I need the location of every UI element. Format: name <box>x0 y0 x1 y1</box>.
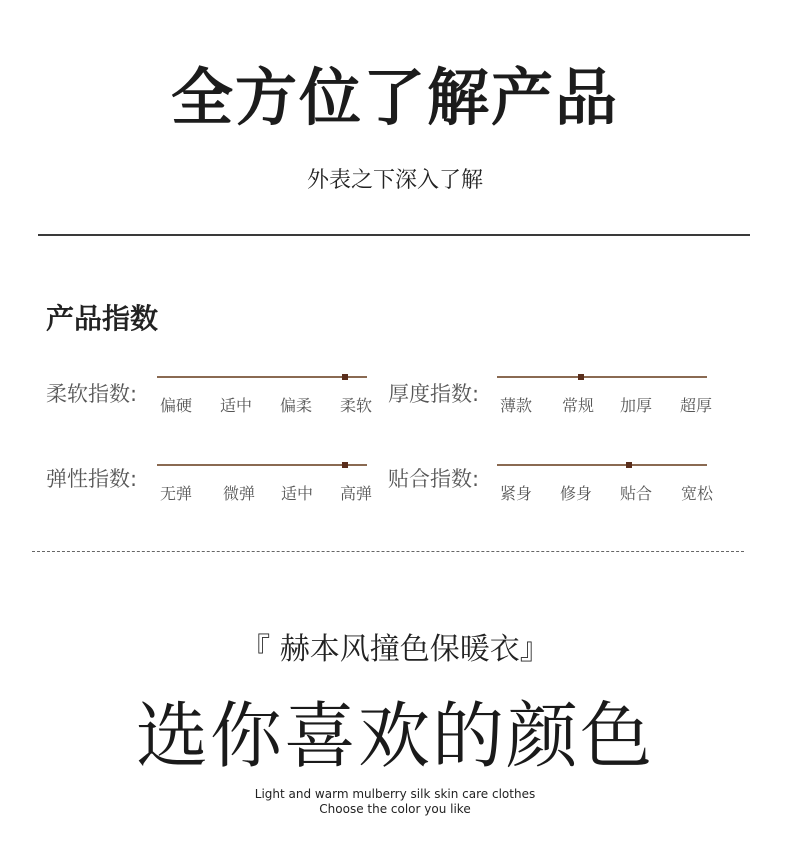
color-section-title: 选你喜欢的颜色 <box>135 694 654 778</box>
page-subtitle: 外表之下深入了解 <box>306 168 483 193</box>
english-subtagline: Choose the color you like <box>319 802 471 816</box>
fit-option: 宽松 <box>681 484 714 503</box>
fit-option: 修身 <box>560 484 593 503</box>
elasticity-index-track <box>157 464 367 466</box>
thickness-option: 常规 <box>562 396 595 415</box>
softness-index-label: 柔软指数: <box>46 382 138 406</box>
elasticity-index-label: 弹性指数: <box>46 467 138 491</box>
thickness-option: 加厚 <box>620 396 653 415</box>
fit-index-label: 贴合指数: <box>388 467 480 491</box>
thickness-index-marker <box>578 374 584 380</box>
thickness-index-label: 厚度指数: <box>388 382 480 406</box>
softness-option: 柔软 <box>340 396 373 415</box>
thickness-option: 薄款 <box>500 396 533 415</box>
elasticity-option: 适中 <box>281 484 314 503</box>
fit-index-track <box>497 464 707 466</box>
thickness-index-track <box>497 376 707 378</box>
style-subtitle: 『 赫本风撞色保暖衣』 <box>240 632 550 667</box>
thickness-option: 超厚 <box>680 396 713 415</box>
indices-section-title: 产品指数 <box>46 302 159 335</box>
english-tagline: Light and warm mulberry silk skin care clothes <box>254 787 536 801</box>
elasticity-option: 无弹 <box>160 484 193 503</box>
dashed-divider <box>32 551 744 552</box>
softness-option: 适中 <box>220 396 253 415</box>
elasticity-index-marker <box>342 462 348 468</box>
softness-index-track <box>157 376 367 378</box>
page-title: 全方位了解产品 <box>170 61 619 134</box>
elasticity-option: 高弹 <box>340 484 373 503</box>
softness-option: 偏柔 <box>280 396 313 415</box>
softness-index-marker <box>342 374 348 380</box>
section-divider <box>38 234 750 236</box>
softness-option: 偏硬 <box>160 396 193 415</box>
fit-option: 紧身 <box>500 484 533 503</box>
fit-option: 贴合 <box>620 484 653 503</box>
elasticity-option: 微弹 <box>223 484 256 503</box>
fit-index-marker <box>626 462 632 468</box>
